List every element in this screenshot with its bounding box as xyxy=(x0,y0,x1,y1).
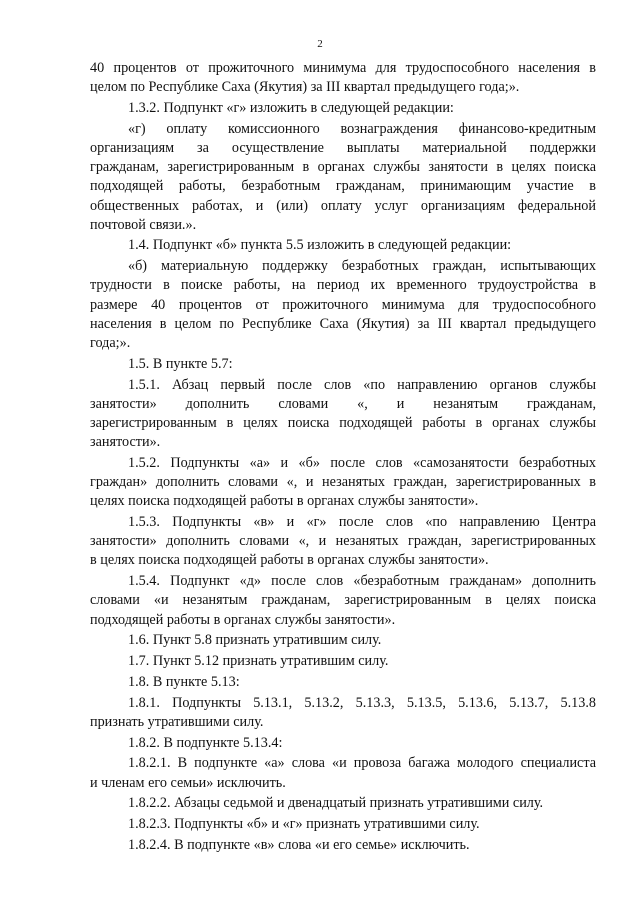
text-line: почтовой связи.». xyxy=(90,216,197,233)
text-line: 1.8.2.1. В подпункте «а» слова «и провоза багажа молодого специалиста xyxy=(128,755,596,772)
text-line: 1.8. В пункте 5.13: xyxy=(128,673,240,690)
text-line: зарегистрированным в целях поиска подходящей работы в органах службы xyxy=(90,414,596,431)
text-line: 1.5. В пункте 5.7: xyxy=(128,355,233,372)
text-line: 1.5.1. Абзац первый после слов «по направлению органов службы xyxy=(128,376,596,393)
text-line: 1.7. Пункт 5.12 признать утратившим силу. xyxy=(128,653,389,670)
text-line: года;». xyxy=(90,335,131,351)
text-line: подходящей работы в органах службы занятости». xyxy=(90,611,396,628)
text-line: 1.6. Пункт 5.8 признать утратившим силу. xyxy=(128,632,382,649)
page-number: 2 xyxy=(317,38,323,50)
text-line: размере 40 процентов от прожиточного минимума для трудоспособного xyxy=(90,296,596,313)
text-line: 1.8.1. Подпункты 5.13.1, 5.13.2, 5.13.3, 5.13.5, 5.13.6, 5.13.7, 5.13.8 xyxy=(128,694,596,711)
text-line: 1.8.2.4. В подпункте «в» слова «и его семье» исключить. xyxy=(128,837,470,853)
text-line: 1.8.2.3. Подпункты «б» и «г» признать утратившими силу. xyxy=(128,816,480,833)
text-line: 1.8.2.2. Абзацы седьмой и двенадцатый признать утратившими силу. xyxy=(128,795,544,812)
text-line: организациям за осуществление выплаты материальной поддержки xyxy=(90,139,596,156)
text-line: 1.4. Подпункт «б» пункта 5.5 изложить в следующей редакции: xyxy=(128,237,512,254)
text-line: в целях поиска подходящей работы в органах службы занятости». xyxy=(90,552,489,569)
text-line: признать утратившими силу. xyxy=(90,713,264,730)
text-line: гражданам, зарегистрированным в органах службы занятости в целях поиска xyxy=(90,159,596,176)
text-line: занятости» дополнить словами «, и незанятых граждан, зарегистрированных xyxy=(90,533,596,550)
text-line: 1.3.2. Подпункт «г» изложить в следующей редакции: xyxy=(128,99,454,116)
text-line: 1.5.4. Подпункт «д» после слов «безработным гражданам» дополнить xyxy=(128,573,596,590)
text-line: «б) материальную поддержку безработных граждан, испытывающих xyxy=(128,258,596,275)
text-line: 1.8.2. В подпункте 5.13.4: xyxy=(128,734,283,751)
text-line: целях поиска подходящей работы в органах службы занятости». xyxy=(90,493,479,510)
text-line: занятости» дополнить словами «, и незанятым гражданам, xyxy=(90,395,596,412)
document-body xyxy=(90,59,596,855)
text-line: населения в целом по Республике Саха (Якутия) за III квартал предыдущего xyxy=(90,315,596,332)
text-line: общественных работах, и (или) оплату услуг организациям федеральной xyxy=(90,197,596,214)
text-line: подходящей работы, безработным гражданам, принимающим участие в xyxy=(90,178,596,195)
text-line: граждан» дополнить словами «, и незанятых граждан, зарегистрированных в xyxy=(90,474,596,491)
text-line: целом по Республике Саха (Якутия) за III квартал предыдущего года;». xyxy=(90,79,520,96)
text-line: 1.5.3. Подпункты «в» и «г» после слов «по направлению Центра xyxy=(128,514,596,531)
text-line: словами «и незанятым гражданам, зарегистрированным в целях поиска xyxy=(90,592,596,609)
text-line: и членам его семьи» исключить. xyxy=(90,774,286,791)
text-line: трудности в поиске работы, на период их временного трудоустройства в xyxy=(90,277,596,294)
text-line: занятости». xyxy=(90,434,161,451)
text-line: «г) оплату комиссионного вознаграждения финансово-кредитным xyxy=(128,120,596,137)
text-line: 1.5.2. Подпункты «а» и «б» после слов «самозанятости безработных xyxy=(128,454,596,471)
text-line: 40 процентов от прожиточного минимума для трудоспособного населения в xyxy=(90,60,596,76)
